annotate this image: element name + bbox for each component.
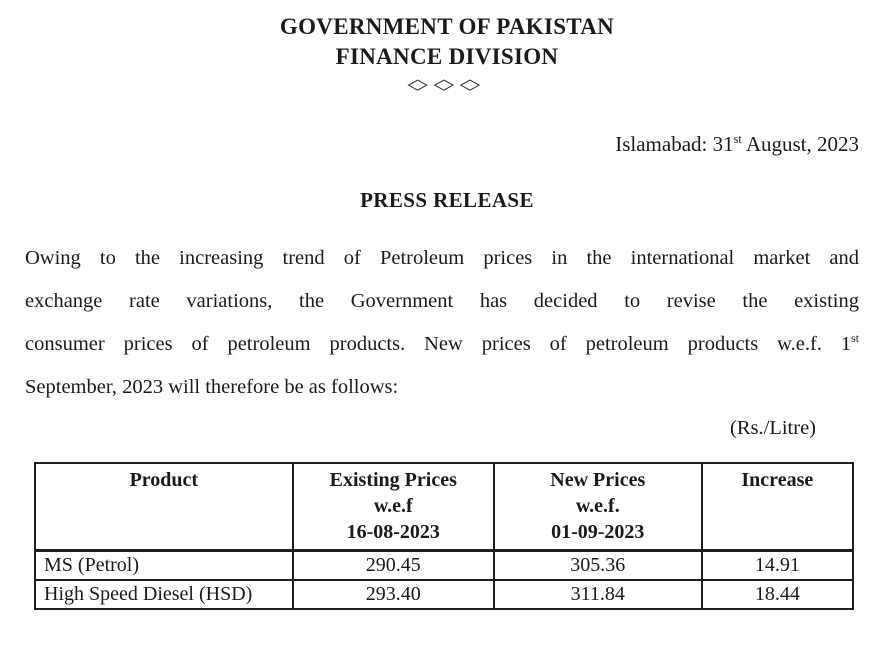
paragraph-line-3-text: consumer prices of petroleum products. New prices of petroleum products w.e.f. 1 — [25, 333, 852, 355]
diamond-separator — [0, 76, 894, 98]
paragraph-line-3-superscript: st — [851, 331, 859, 346]
header-row — [35, 463, 853, 551]
existing-price-value: 293.40 — [293, 580, 494, 609]
paragraph-line-1-text: Owing to the increasing trend of Petroleum prices in the international market and — [25, 247, 859, 269]
increase-value: 14.91 — [702, 551, 853, 581]
product-name: MS (Petrol) — [35, 551, 293, 581]
paragraph-line-2-text: exchange rate variations, the Government has decided to revise the existing — [25, 290, 859, 312]
paragraph-line-4 — [25, 366, 859, 409]
existing-price-value: 290.45 — [293, 551, 494, 581]
new-price-value: 311.84 — [494, 580, 702, 609]
press-release-heading: PRESS RELEASE — [360, 188, 534, 212]
new-prices-line-1: New Prices — [550, 469, 646, 491]
paragraph-line-2 — [25, 280, 859, 323]
table-row-high-speed-diesel — [35, 580, 853, 609]
product-name: High Speed Diesel (HSD) — [35, 580, 293, 609]
body-paragraph — [25, 237, 859, 409]
new-price-value: 305.36 — [494, 551, 702, 581]
unit-label: (Rs./Litre) — [730, 417, 816, 439]
column-header-product — [35, 463, 293, 551]
increase-value: 18.44 — [702, 580, 853, 609]
new-prices-line-2: w.e.f. — [575, 495, 620, 517]
paragraph-line-3 — [25, 323, 859, 366]
existing-prices-line-1: Existing Prices — [329, 469, 457, 491]
document-title-line1: GOVERNMENT OF PAKISTAN — [279, 14, 615, 39]
column-header-existing-prices — [293, 463, 494, 551]
existing-prices-line-3: 16-08-2023 — [346, 521, 440, 543]
column-header-product-text: Product — [129, 469, 199, 491]
dateline-superscript: st — [733, 132, 742, 146]
diamond-separator-icon: ◇◇◇ — [407, 77, 487, 94]
dateline — [0, 132, 859, 157]
price-table-header — [35, 463, 853, 551]
column-header-new-prices — [494, 463, 702, 551]
dateline-prefix: Islamabad: 31 — [615, 132, 734, 156]
existing-prices-line-2: w.e.f — [373, 495, 413, 517]
price-table-body — [35, 551, 853, 610]
column-header-increase — [702, 463, 853, 551]
table-row-ms-petrol — [35, 551, 853, 581]
column-header-increase-text: Increase — [741, 469, 814, 491]
paragraph-line-4-text: September, 2023 will therefore be as follows: — [25, 376, 399, 398]
document-title-line2: FINANCE DIVISION — [335, 44, 559, 69]
dateline-suffix: August, 2023 — [741, 132, 859, 156]
new-prices-line-3: 01-09-2023 — [551, 521, 645, 543]
paragraph-line-1 — [25, 237, 859, 280]
price-table — [34, 462, 854, 610]
